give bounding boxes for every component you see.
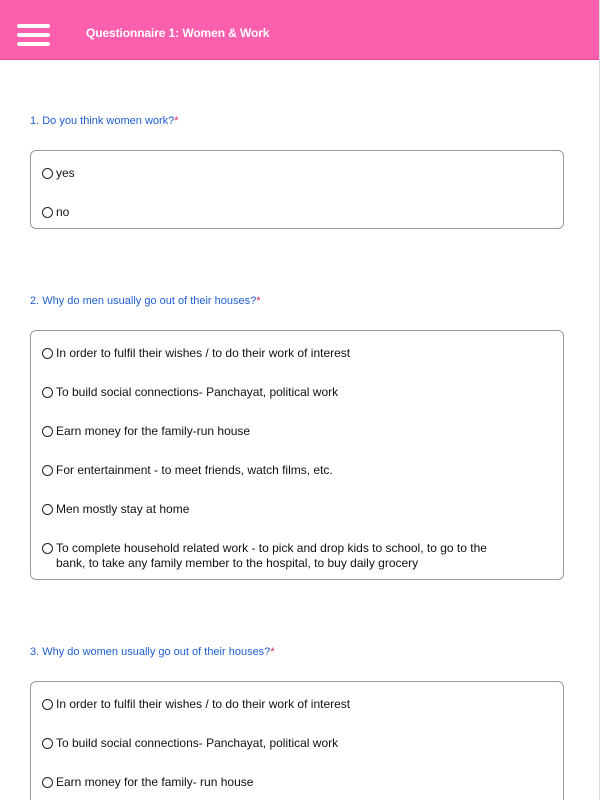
radio-button[interactable] [42, 504, 53, 515]
radio-option[interactable]: For entertainment - to meet friends, watch films, etc. [42, 463, 333, 478]
radio-button[interactable] [42, 738, 53, 749]
radio-option[interactable]: Men mostly stay at home [42, 502, 189, 517]
radio-button[interactable] [42, 168, 53, 179]
radio-button[interactable] [42, 777, 53, 788]
hamburger-menu-icon[interactable] [17, 24, 50, 46]
radio-option[interactable]: In order to fulfil their wishes / to do their work of interest [42, 697, 350, 712]
radio-button[interactable] [42, 207, 53, 218]
required-asterisk: * [174, 115, 179, 127]
question-1-options [30, 150, 564, 229]
required-asterisk: * [270, 646, 275, 658]
question-3-label: 3. Why do women usually go out of their houses?* [30, 646, 275, 658]
radio-option[interactable]: Earn money for the family-run house [42, 424, 250, 439]
radio-option-yes[interactable]: yes [42, 166, 75, 181]
radio-button[interactable] [42, 426, 53, 437]
radio-option[interactable]: To complete household related work - to pick and drop kids to school, to go to the bank, to take any family member to the hospital, to buy daily grocery [42, 541, 496, 571]
required-asterisk: * [256, 295, 261, 307]
question-1-label: 1. Do you think women work?* [30, 115, 179, 127]
page-title: Questionnaire 1: Women & Work [86, 26, 270, 40]
radio-button[interactable] [42, 387, 53, 398]
radio-option[interactable]: In order to fulfil their wishes / to do their work of interest [42, 346, 350, 361]
radio-option[interactable]: To build social connections- Panchayat, political work [42, 385, 338, 400]
radio-button[interactable] [42, 465, 53, 476]
radio-option-no[interactable]: no [42, 205, 69, 220]
app-header [0, 0, 600, 60]
radio-button[interactable] [42, 348, 53, 359]
question-3-options [30, 681, 564, 800]
question-2-options [30, 330, 564, 580]
radio-button[interactable] [42, 543, 53, 554]
question-2-label: 2. Why do men usually go out of their houses?* [30, 295, 261, 307]
radio-button[interactable] [42, 699, 53, 710]
radio-option[interactable]: To build social connections- Panchayat, political work [42, 736, 338, 751]
radio-option[interactable]: Earn money for the family- run house [42, 775, 253, 790]
